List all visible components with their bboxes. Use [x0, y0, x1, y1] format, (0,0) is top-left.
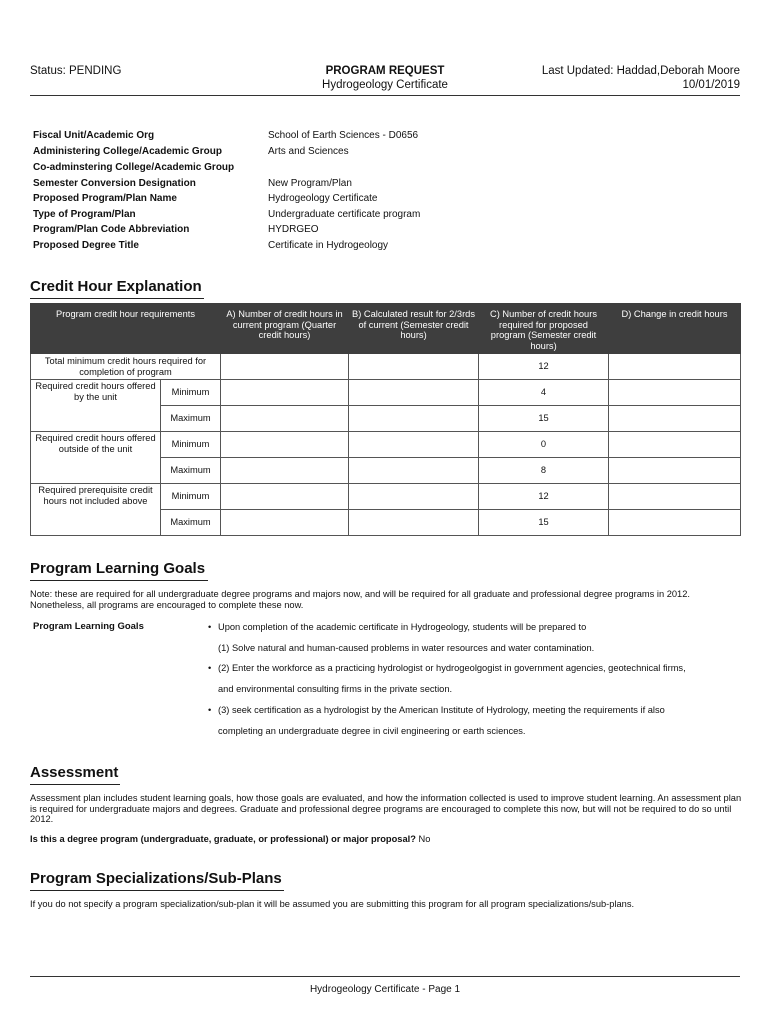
info-value-semester-conversion: New Program/Plan: [268, 178, 352, 189]
document-subtitle: Hydrogeology Certificate: [322, 79, 448, 91]
goal-line-6: [208, 725, 526, 737]
goals-label: Program Learning Goals: [33, 621, 144, 632]
cell-b: [349, 484, 479, 510]
cell-a: [221, 406, 349, 432]
status-text: Status: PENDING: [30, 65, 122, 77]
cell-a: [221, 354, 349, 380]
bullet-5: •: [208, 705, 212, 715]
cell-b: [349, 458, 479, 484]
goal-text-2: (1) Solve natural and human-caused problems in water resources and water contamination.: [218, 643, 595, 653]
min-label: Minimum: [161, 380, 221, 406]
cell-d: [609, 406, 741, 432]
cell-b: [349, 380, 479, 406]
last-updated: Last Updated: Haddad,Deborah Moore: [541, 65, 740, 77]
cell-d: [609, 458, 741, 484]
goals-note: Note: these are required for all undergraduate degree programs and majors now, and will be required for all graduate and professional degree programs in 2012. Nonetheless, all programs are encouraged to complete these now.: [30, 589, 690, 610]
goal-text-4: and environmental consulting firms in the private section.: [218, 684, 453, 694]
goal-line-5: [208, 704, 665, 716]
cell-a: [221, 484, 349, 510]
specializations-title-underline: [30, 890, 284, 891]
min-label: Minimum: [161, 484, 221, 510]
bullet-1: •: [208, 622, 212, 632]
assessment-answer: No: [418, 834, 431, 844]
info-label-plan-type: Type of Program/Plan: [33, 209, 136, 220]
max-label: Maximum: [161, 458, 221, 484]
info-label-degree-title: Proposed Degree Title: [33, 240, 139, 251]
info-label-fiscal-unit: Fiscal Unit/Academic Org: [33, 130, 155, 141]
cell-c-outside-min: 0: [479, 432, 609, 458]
col-header-b: B) Calculated result for 2/3rds of current (Semester credit hours): [349, 304, 479, 354]
info-value-plan-name: Hydrogeology Certificate: [268, 193, 378, 204]
info-label-coadmin-college: Co-adminstering College/Academic Group: [33, 162, 235, 173]
cell-d: [609, 354, 741, 380]
bullet-3: •: [208, 663, 212, 673]
goals-title-underline: [30, 580, 208, 581]
specializations-text: If you do not specify a program specialization/sub-plan it will be assumed you are submitting this program for all program specializations/sub-plans.: [30, 899, 635, 909]
total-label: Total minimum credit hours required for completion of program: [31, 354, 221, 380]
max-label: Maximum: [161, 510, 221, 536]
cell-c-outside-max: 8: [479, 458, 609, 484]
table-row-unit-min: [31, 380, 741, 406]
header-divider: [30, 95, 740, 96]
page-footer: Hydrogeology Certificate - Page 1: [309, 984, 461, 995]
goal-line-2: [208, 642, 594, 654]
goal-text-6: completing an undergraduate degree in civil engineering or earth sciences.: [218, 726, 526, 736]
assessment-question: Is this a degree program (undergraduate, graduate, or professional) or major proposal?: [30, 834, 416, 844]
table-row-total: [31, 354, 741, 380]
cell-d: [609, 432, 741, 458]
goal-text-3: (2) Enter the workforce as a practicing hydrologist or hydrogeolgogist in government agencies, geotechnical firms,: [218, 663, 686, 673]
info-value-plan-type: Undergraduate certificate program: [268, 209, 421, 220]
min-label: Minimum: [161, 432, 221, 458]
credit-hour-table: [30, 303, 741, 536]
cell-b: [349, 354, 479, 380]
cell-d: [609, 484, 741, 510]
col-header-a: A) Number of credit hours in current program (Quarter credit hours): [221, 304, 349, 354]
cell-b: [349, 510, 479, 536]
cell-d: [609, 510, 741, 536]
col-header-d: D) Change in credit hours: [609, 304, 741, 354]
info-label-admin-college: Administering College/Academic Group: [33, 146, 222, 157]
credit-title-underline: [30, 298, 204, 299]
goals-section-title: Program Learning Goals: [30, 560, 206, 577]
table-row-outside-min: [31, 432, 741, 458]
info-value-fiscal-unit: School of Earth Sciences - D0656: [268, 130, 419, 141]
info-value-plan-code: HYDRGEO: [268, 224, 319, 235]
group-label-outside: Required credit hours offered outside of the unit: [31, 432, 161, 484]
info-label-plan-name: Proposed Program/Plan Name: [33, 193, 177, 204]
cell-c-prereq-max: 15: [479, 510, 609, 536]
group-label-prereq: Required prerequisite credit hours not included above: [31, 484, 161, 536]
table-row-prereq-min: [31, 484, 741, 510]
footer-divider: [30, 976, 740, 977]
updated-date: 10/01/2019: [682, 79, 740, 91]
cell-d: [609, 380, 741, 406]
cell-b: [349, 406, 479, 432]
group-label-unit: Required credit hours offered by the unit: [31, 380, 161, 432]
cell-a: [221, 510, 349, 536]
cell-b: [349, 432, 479, 458]
cell-a: [221, 432, 349, 458]
info-label-plan-code: Program/Plan Code Abbreviation: [33, 224, 190, 235]
goal-text-1: Upon completion of the academic certificate in Hydrogeology, students will be prepared to: [218, 622, 587, 632]
cell-a: [221, 380, 349, 406]
specializations-section-title: Program Specializations/Sub-Plans: [30, 870, 282, 887]
assessment-section-title: Assessment: [30, 764, 119, 781]
col-header-requirements: Program credit hour requirements: [31, 304, 221, 354]
max-label: Maximum: [161, 406, 221, 432]
cell-c-unit-max: 15: [479, 406, 609, 432]
cell-a: [221, 458, 349, 484]
col-header-c: C) Number of credit hours required for proposed program (Semester credit hours): [479, 304, 609, 354]
table-header-row: [31, 304, 741, 354]
goal-line-4: [208, 683, 452, 695]
cell-c-total: 12: [479, 354, 609, 380]
goal-line-3: [208, 662, 686, 674]
cell-c-prereq-min: 12: [479, 484, 609, 510]
assessment-text: Assessment plan includes student learning goals, how those goals are evaluated, and how the information collected is used to improve student learning. An assessment plan is required for undergraduate majors and degrees. Graduate and professional degree programs are encouraged to complete this now, but will not be required to do so until 2012.: [30, 793, 742, 824]
document-title: PROGRAM REQUEST: [325, 65, 445, 77]
info-value-admin-college: Arts and Sciences: [268, 146, 349, 157]
credit-section-title: Credit Hour Explanation: [30, 278, 202, 295]
info-value-degree-title: Certificate in Hydrogeology: [268, 240, 389, 251]
assessment-question-line: [30, 834, 742, 845]
goal-line-1: [208, 621, 586, 633]
info-label-semester-conversion: Semester Conversion Designation: [33, 178, 196, 189]
goal-text-5: (3) seek certification as a hydrologist by the American Institute of Hydrology, meeting the requirements if also: [218, 705, 665, 715]
assessment-title-underline: [30, 784, 120, 785]
cell-c-unit-min: 4: [479, 380, 609, 406]
